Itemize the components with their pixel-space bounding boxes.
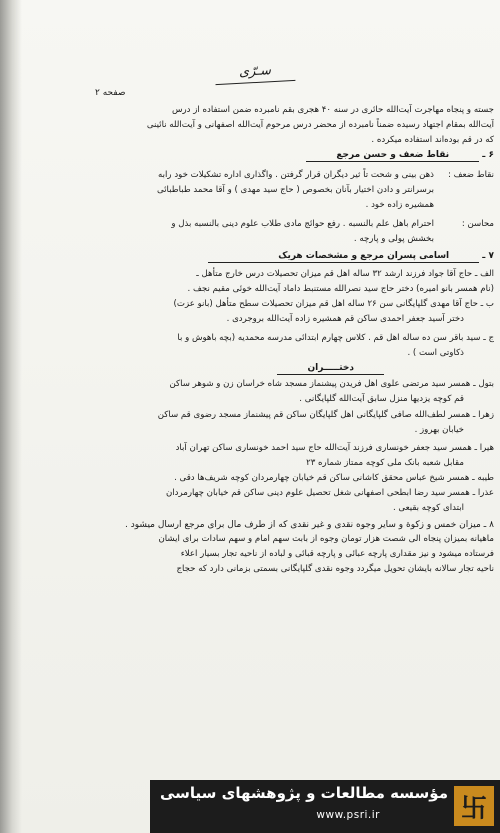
- weaknesses-label: نقاط ضعف :: [447, 170, 494, 181]
- page-label: صفحه ۲: [95, 88, 126, 98]
- daughter-3-line-1: هیرا ـ همسر سید جعفر خونساری فرزند آیت‌الله حاج سید احمد خونساری ساکن تهران آباد: [175, 442, 494, 453]
- son-c-line-2: ذکاوتی است ) .: [407, 348, 464, 359]
- intro-line-3: که در قم بوده‌اند استفاده میکرده .: [371, 135, 494, 146]
- daughter-2-line-1: زهرا ـ همسر لطف‌الله صافی گلپایگانی اهل گلپایگان ساکن قم پیشنماز مسجد رضوی قم ساکن: [157, 409, 494, 420]
- watermark-banner: [150, 780, 500, 833]
- institute-logo-icon: 卐: [454, 786, 494, 826]
- document-body: [24, 103, 494, 577]
- son-a-line-1: الف ـ حاج آقا جواد فرزند ارشد ۳۲ ساله اهل قم میزان تحصیلات درس خارج متأهل ـ: [196, 269, 494, 280]
- weak-line-1: ذهن بینی و شحت تاً ثیر دیگران قرار گرفتن . واگذاری اداره تشکیلات خود رابه: [158, 170, 434, 181]
- daughters-heading: [24, 363, 494, 375]
- s8-line-1: ماهیانه بمیزان پنجاه الی شصت هزار تومان وجوه از بابت سهم امام و سهم سادات برای ایشان: [158, 533, 494, 544]
- son-a-line-2: (نام همسر بانو امیره) دختر حاج سید نصرالله مستنبط داماد آیت‌الله خوئی مقیم نجف .: [187, 284, 494, 295]
- daughters-list: [24, 377, 494, 515]
- s8-line-3: ناحیه تجار سالانه بایشان تحویل میگردد وجوه نقدی گلپایگانی بسمتی بزمانی دارد که حجاج: [176, 563, 494, 574]
- sons-list: [24, 267, 494, 361]
- section-7-heading: [24, 251, 494, 263]
- son-b-line-1: ب ـ حاج آقا مهدی گلپایگانی سن ۲۶ ساله اهل قم میزان تحصیلات سطح متأهل (بانو عزت): [173, 299, 494, 310]
- section-8-heading: [24, 520, 494, 530]
- weaknesses-item: [24, 168, 494, 213]
- intro-line-1: جسته و پنجاه مهاجرت آیت‌الله حائری در سنه ۴۰ هجری بقم نامبرده ضمن استفاده از درس: [172, 105, 494, 115]
- institute-url: www.psri.ir: [316, 809, 380, 821]
- strengths-item: [24, 217, 494, 247]
- daughter-5-line-2: ابتدای کوچه بقیعی .: [392, 502, 464, 513]
- section-6-number: ۶ ـ: [482, 150, 494, 161]
- strong-line-2: بخشش پولی و پارچه .: [353, 234, 434, 245]
- daughters-title: دختـــــران: [277, 363, 384, 375]
- handwritten-mark: سـرّی: [215, 62, 296, 85]
- daughter-1-line-1: بتول ـ همسر سید مرتضی علوی اهل فریدن پیشنماز مسجد شاه خراسان زن و شوهر ساکن: [169, 379, 494, 390]
- s8-line-2: فرستاده میشود و نیز مقداری پارچه عبائی و پارچه قبائی و لباده از ناحیه تجار بسیار اعلاء: [180, 548, 494, 559]
- section-6-heading: [24, 150, 494, 162]
- section-8-text: ۸ ـ میزان خمس و زکوة و سایر وجوه نقدی و غیر نقدی که از طرف مال برای مرجع ارسال میشود .: [125, 519, 494, 530]
- section-7-title: اسامی پسران مرجع و مشخصات هریک: [208, 251, 479, 263]
- section-6-title: نقاط ضعف و حسن مرجع: [306, 150, 479, 162]
- weak-line-3: همشیره زاده خود .: [365, 200, 434, 211]
- intro-line-2: آیت‌الله بمقام اجتهاد رسیده ضمناً نامبرده از محضر درس مرحوم آیت‌الله اصفهانی و آیت‌الله نائینی: [146, 120, 494, 131]
- daughter-2-line-2: خیابان بهروز .: [414, 424, 464, 435]
- daughter-4-line-1: طیبه ـ همسر شیخ عباس محقق کاشانی ساکن قم خیابان چهارمردان کوچه شریف‌ها دقی .: [174, 472, 494, 483]
- daughter-5-line-1: عذرا ـ همسر سید رضا ابطحی اصفهانی شغل تحصیل علوم دینی ساکن قم خیابان چهارمردان: [165, 487, 494, 498]
- son-b-line-2: دختر آسید جعفر احمدی ساکن قم همشیره زاده آیت‌الله بروجردی .: [226, 314, 464, 325]
- section-7-number: ۷ ـ: [482, 251, 494, 262]
- institute-name: مؤسسه مطالعات و پژوهشهای سیاسی: [159, 784, 448, 802]
- weak-line-2: برسرانتر و دادن اختیار بآنان بخصوص ( حاج سید مهدی ) و آقا محمد طباطبائی: [157, 185, 434, 196]
- strengths-label: محاسن :: [461, 219, 494, 230]
- son-c-line-1: ج ـ سید باقر سن ده ساله اهل قم . کلاس چهارم ابتدائی مدرسه محمدیه (بچه باهوش و با: [177, 333, 494, 344]
- daughter-1-line-2: قم کوچه یزدیها منزل سابق آیت‌الله گلپایگانی .: [299, 394, 464, 405]
- section-8-body: [24, 532, 494, 577]
- daughter-3-line-2: مقابل شعبه بانک ملی کوچه ممتاز شماره ۲۳: [306, 457, 464, 468]
- strong-line-1: احترام باهل علم بالنسبه . رفع حوائج مادی طلاب علوم دینی بالنسبه بذل و: [171, 219, 434, 230]
- page-fold-shadow: [0, 0, 22, 833]
